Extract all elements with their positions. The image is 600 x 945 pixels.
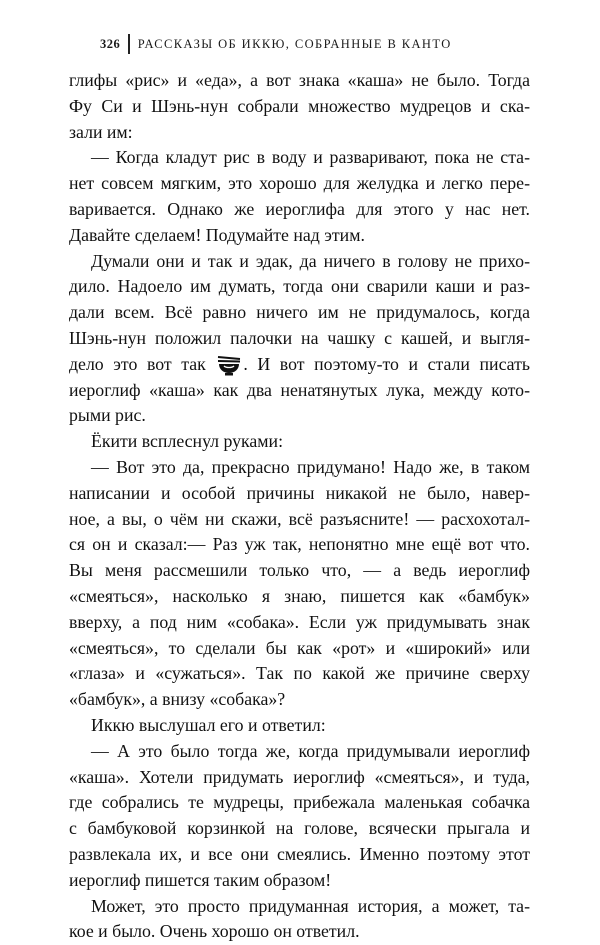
text-line: Может, это просто придуманная история, а может, та- — [91, 895, 530, 916]
text-line: иероглиф пишется таким образом! — [69, 869, 332, 890]
text-line: дали всем. Всё равно ничего им не придумалось, когда — [69, 302, 530, 323]
bowl-with-chopsticks-icon — [217, 354, 241, 376]
text-line: ное, а вы, о чём ни скажи, всё разъясните! — расхохотал- — [69, 508, 530, 529]
text-line: — А это было тогда же, когда придумывали иероглиф — [91, 740, 530, 761]
text-line: Давайте сделаем! Подумайте над этим. — [69, 224, 365, 245]
text-line: варивается. Однако же иероглифа для этого у нас нет. — [69, 198, 530, 219]
text-line: «глаза» и «сужаться». Так по какой же причине сверху — [69, 663, 530, 684]
body-text — [69, 68, 530, 945]
text-line: глифы «рис» и «еда», а вот знака «каша» не было. Тогда — [69, 70, 530, 90]
text-line: дило. Надоело им думать, тогда они сварили каши и раз- — [69, 276, 530, 297]
text-line: «каша». Хотели придумать иероглиф «смеяться», и туда, — [69, 766, 530, 787]
text-line: зали им: — [69, 121, 133, 142]
text-line: Иккю выслушал его и ответил: — [91, 714, 326, 735]
text-line: кое и было. Очень хорошо он ответил. — [69, 921, 360, 942]
text-line: рыми рис. — [69, 405, 146, 426]
text-line: — Вот это да, прекрасно придумано! Надо же, в таком — [91, 456, 530, 477]
text-line: Шэнь-нун положил палочки на чашку с кашей, и выгля- — [69, 327, 530, 348]
text-line: написании и особой причины никакой не было, навер- — [69, 482, 530, 503]
text-line: — Когда кладут рис в воду и разваривают, пока не ста- — [91, 147, 530, 168]
text-line: с бамбуковой корзинкой на голове, всячески прыгала и — [69, 818, 530, 839]
text-line: где собрались те мудрецы, прибежала маленькая собачка — [69, 792, 530, 813]
running-title: РАССКАЗЫ ОБ ИККЮ, СОБРАННЫЕ В КАНТО — [137, 36, 452, 51]
text-line: вверху, а под ним «собака». Если уж придумывать знак — [69, 611, 530, 632]
text-line: Ёкити всплеснул руками: — [91, 431, 284, 452]
text-line: «бамбук», а внизу «собака»? — [69, 689, 286, 710]
text-line: Фу Си и Шэнь-нун собрали множество мудрецов и ска- — [69, 95, 530, 116]
text-line: нет совсем мягким, это хорошо для желудка и легко пере- — [69, 173, 530, 194]
running-header — [100, 34, 530, 54]
page-number: 326 — [100, 36, 121, 51]
text-line: Вы меня рассмешили только что, — а ведь иероглиф — [69, 560, 530, 581]
text-line: «смеяться», то сделали бы как «рот» и «широкий» или — [69, 637, 530, 658]
text-line: иероглиф «каша» как два ненатянутых лука, между кото- — [69, 379, 530, 400]
text-line-with-icon — [69, 352, 530, 378]
text-line: Думали они и так и эдак, да ничего в голову не прихо- — [91, 250, 530, 271]
header-divider — [128, 34, 130, 54]
text-fragment: . И вот поэтому-то и стали писать — [243, 353, 530, 374]
text-line: «смеяться», насколько я знаю, пишется как «бамбук» — [69, 585, 530, 606]
text-fragment: дело это вот так — [69, 353, 206, 374]
text-line: ся он и сказал:— Раз уж так, непонятно мне ещё вот что. — [69, 534, 530, 555]
text-line: развлекала их, и все они смеялись. Именно поэтому этот — [69, 843, 530, 864]
